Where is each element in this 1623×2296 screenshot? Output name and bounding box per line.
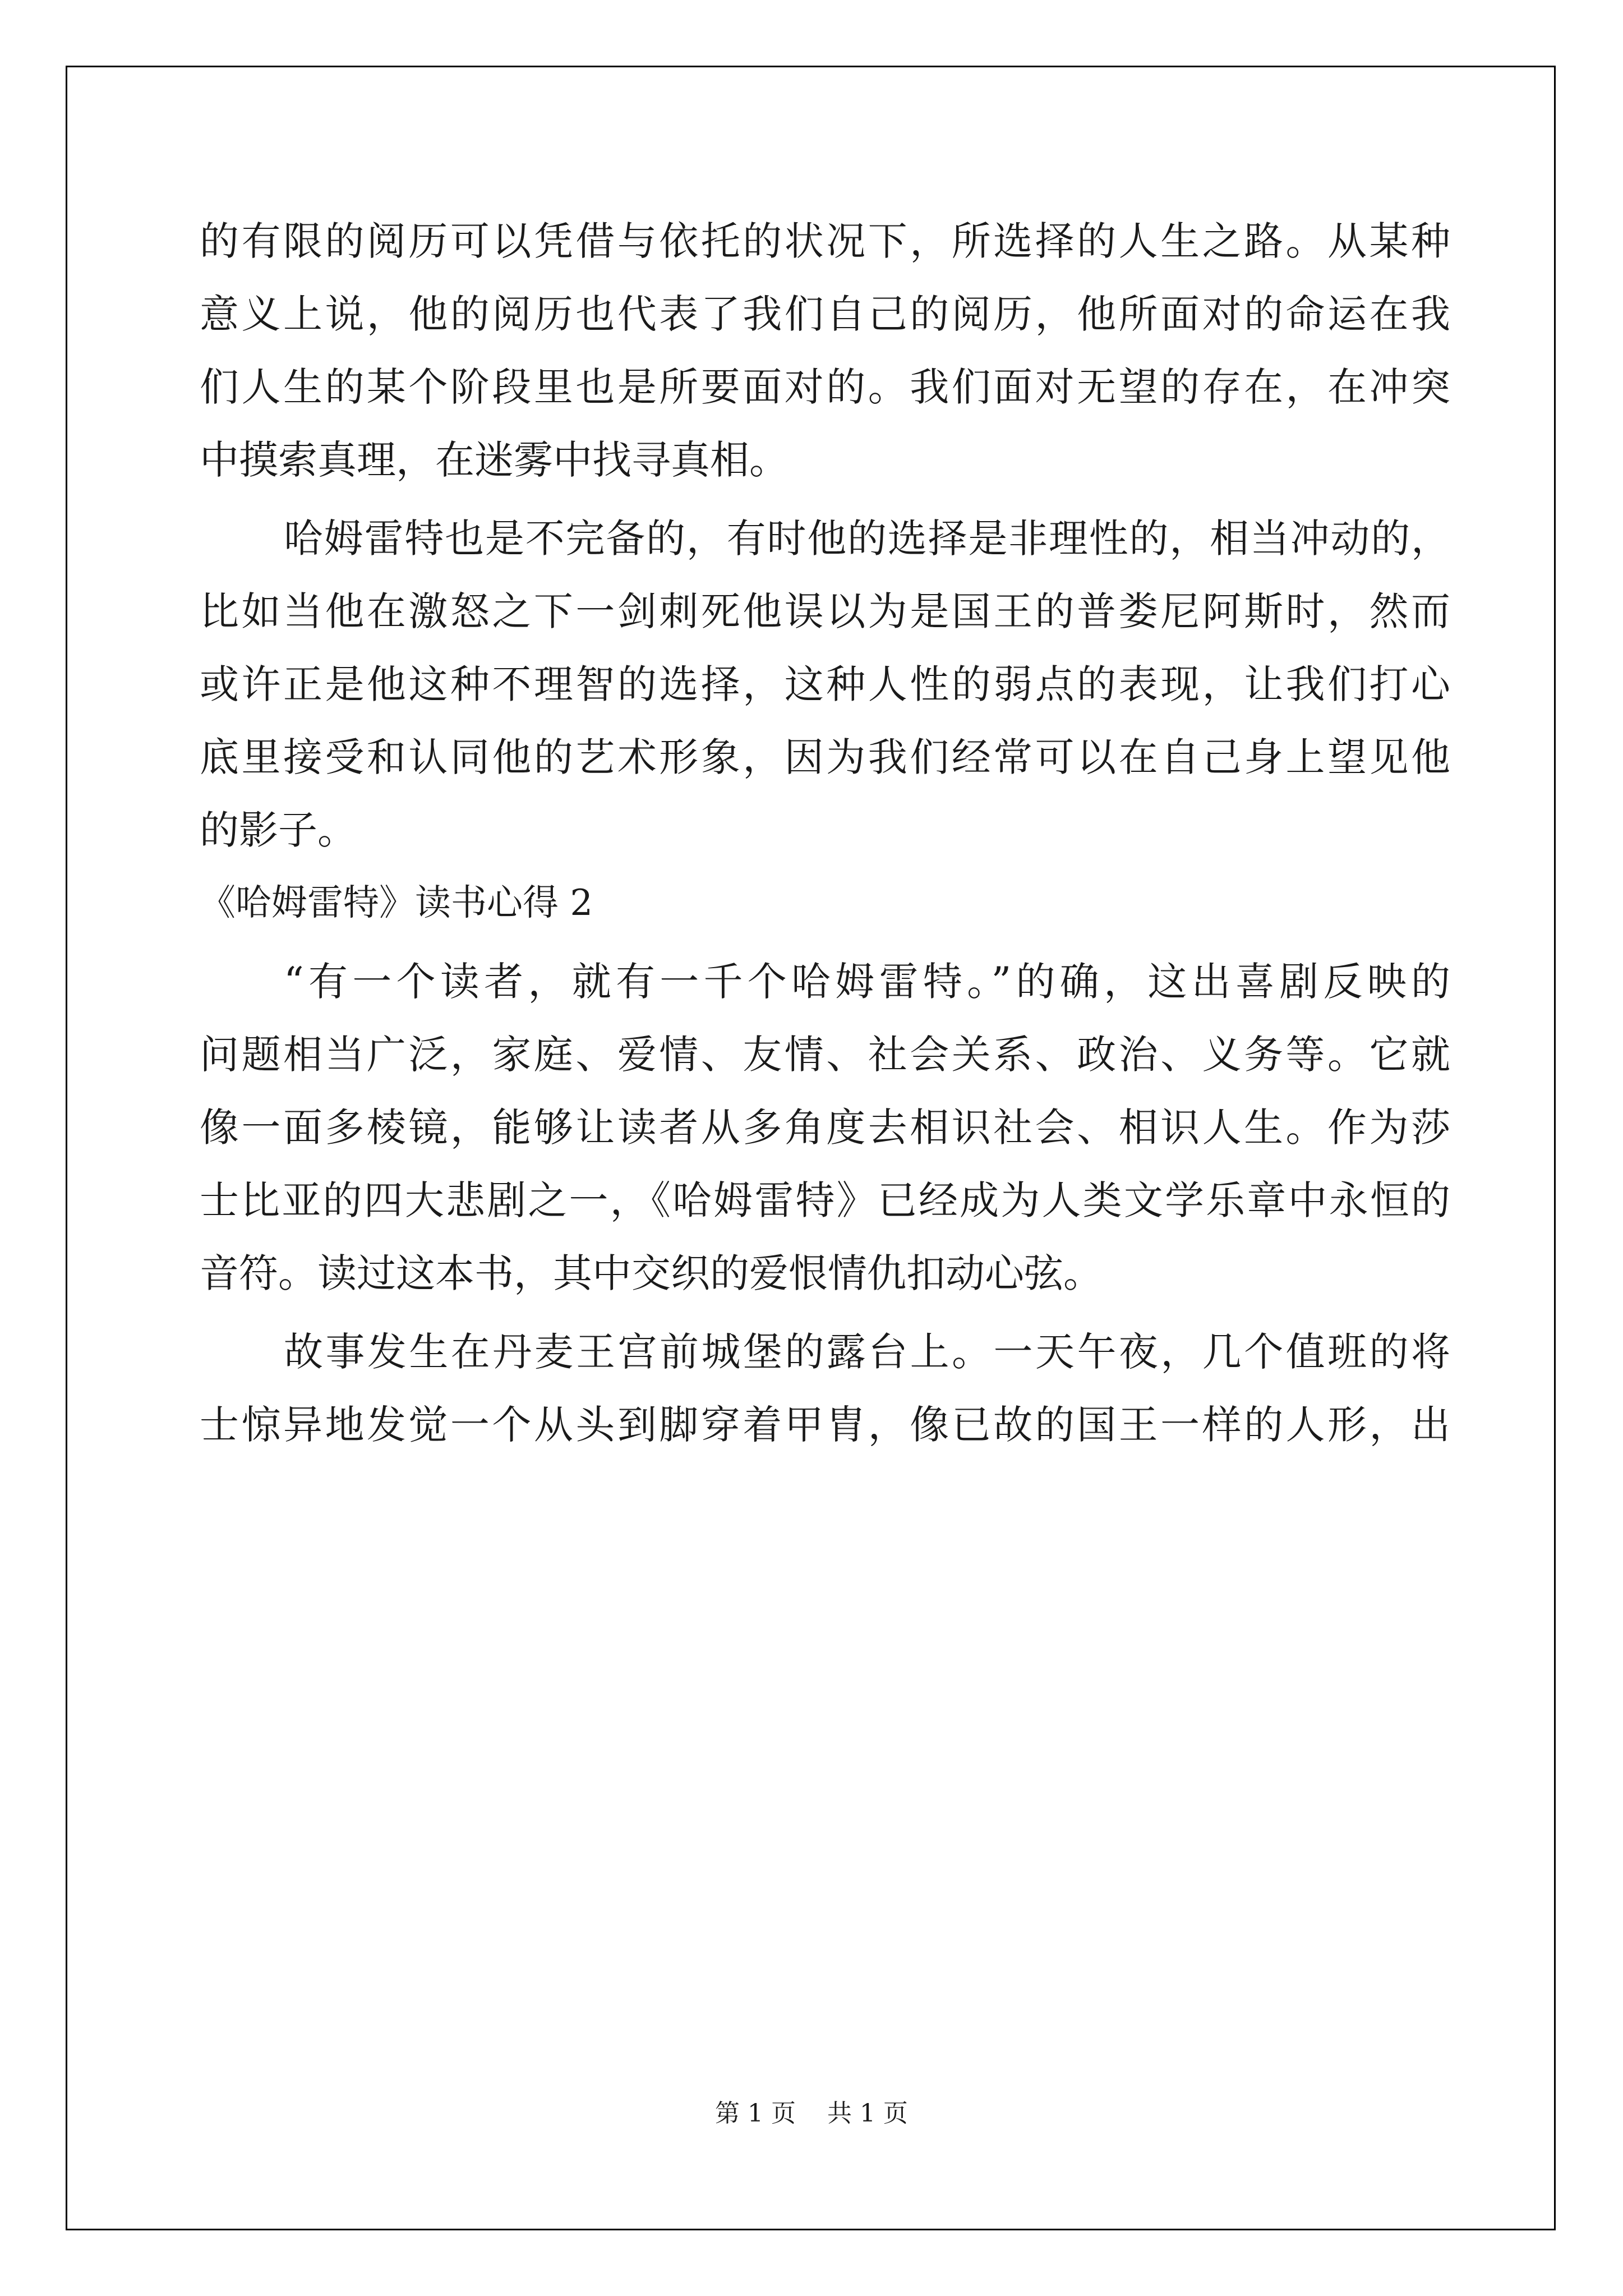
section-heading: 《哈姆雷特》读书心得 2 bbox=[200, 882, 593, 924]
paragraph-2-line-3: 或许正是他这种不理智的选择，这种人性的弱点的表现，让我们打心 bbox=[200, 661, 1450, 707]
paragraph-1-line-2: 意义上说，他的阅历也代表了我们自己的阅历，他所面对的命运在我 bbox=[200, 291, 1450, 337]
paragraph-3-line-1: “有一个读者，就有一千个哈姆雷特。”的确，这出喜剧反映的 bbox=[284, 959, 1450, 1005]
paragraph-3-line-4: 士比亚的四大悲剧之一，《哈姆雷特》已经成为人类文学乐章中永恒的 bbox=[200, 1177, 1450, 1223]
page-footer: 第 1 页 共 1 页 bbox=[715, 2099, 908, 2128]
paragraph-2-line-1: 哈姆雷特也是不完备的，有时他的选择是非理性的，相当冲动的， bbox=[284, 516, 1450, 562]
paragraph-4-line-1: 故事发生在丹麦王宫前城堡的露台上。一天午夜，几个值班的将 bbox=[284, 1329, 1450, 1375]
paragraph-4-line-2: 士惊异地发觉一个从头到脚穿着甲胄，像已故的国王一样的人形，出 bbox=[200, 1402, 1450, 1448]
paragraph-2-line-4: 底里接受和认同他的艺术形象，因为我们经常可以在自己身上望见他 bbox=[200, 734, 1450, 780]
paragraph-1-line-1: 的有限的阅历可以凭借与依托的状况下，所选择的人生之路。从某种 bbox=[200, 218, 1450, 264]
paragraph-3-line-3: 像一面多棱镜，能够让读者从多角度去相识社会、相识人生。作为莎 bbox=[200, 1105, 1450, 1151]
paragraph-2-line-5: 的影子。 bbox=[200, 807, 357, 853]
paragraph-3-line-5: 音符。读过这本书，其中交织的爱恨情仇扣动心弦。 bbox=[200, 1250, 1103, 1296]
paragraph-1-line-3: 们人生的某个阶段里也是所要面对的。我们面对无望的存在，在冲突 bbox=[200, 364, 1450, 410]
paragraph-1-line-4: 中摸索真理，在迷雾中找寻真相。 bbox=[200, 437, 789, 483]
paragraph-3-line-2: 问题相当广泛，家庭、爱情、友情、社会关系、政治、义务等。它就 bbox=[200, 1032, 1450, 1078]
paragraph-2-line-2: 比如当他在激怒之下一剑刺死他误以为是国王的普娄尼阿斯时，然而 bbox=[200, 588, 1450, 634]
